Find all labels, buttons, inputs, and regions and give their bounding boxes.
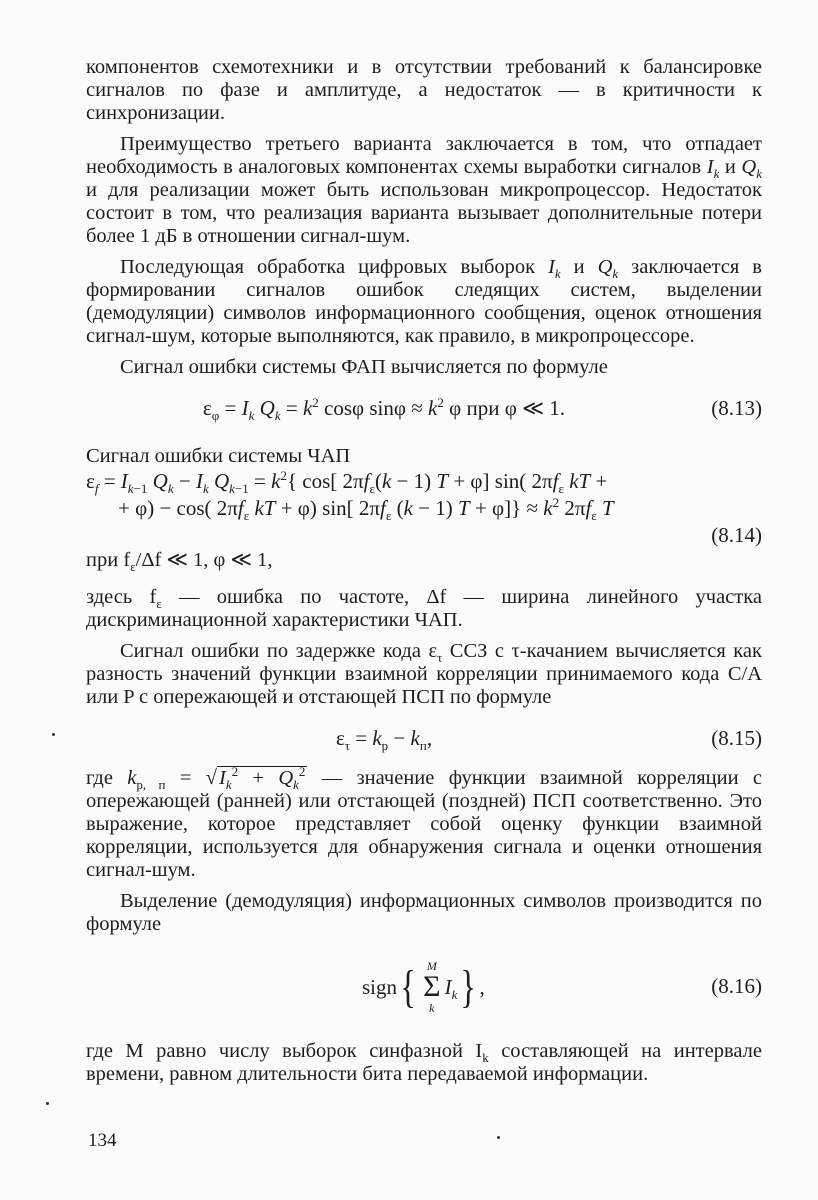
equation-8-15: $\varepsilon_\tau = k_р - k_п$, (8.15) (86, 723, 762, 753)
paragraph-5: Сигнал ошибки системы ЧАП (86, 445, 351, 467)
equation-8-14: $\varepsilon_f = I_{k-1}$ $Q_k - I_k$ $Q_{k-1} = k^2${ cos[ $2\pi f_\varepsilon(k - 1) T + \varphi$] sin( $2\pi f_\varepsilon$ kT + + φ) − cos( $2\pi f_\varepsilon$ kT + φ) sin[ $2\pi f_\varepsilon$ (k − 1) $T + \varphi]\} \approx k^2$ $2\pi f_\varepsilon$ T (8.14) (86, 468, 762, 547)
paragraph-1: компонентов схемотехники и в отсутствии требований к балансировке сигналов по фазе и амплитуде, а недостаток — в критичности к синхронизации. (86, 56, 762, 124)
scan-speck (497, 1136, 500, 1139)
equation-number: (8.14) (711, 523, 762, 547)
paragraph-10: Выделение (демодуляция) информационных символов производится по формуле (86, 890, 762, 935)
scan-speck (46, 1102, 49, 1105)
paragraph-8: Сигнал ошибки по задержке кода $\varepsilon_\tau$ ССЗ с τ-качанием вычисляется как разность значений функции взаимной корреляции принимаемого кода C/A или P с опережающей и отстающей ПСП по формуле (86, 640, 762, 708)
equation-8-16: sign { M Σ k $I_k$ } , (8.16) (362, 959, 762, 1015)
page-body (86, 56, 762, 1086)
page-number: 134 (88, 1130, 117, 1151)
paragraph-9: где $k_{р, п} = √I_k^2 + Q_k^2$ — значение функции взаимной корреляции с опережающей (ранней) или отстающей (поздней) ПСП соответственно. Это выражение, которое представляет собой оценку функции взаимной корреляции, используется для обнаружения сигнала и оценки отношения сигнал-шум. (86, 764, 762, 881)
paragraph-2: Преимущество третьего варианта заключается в том, что отпадает необходимость в аналоговых компонентах схемы выработки сигналов $I_k$ и $Q_k$ и для реализации может быть использован микропроцессор. Недостаток состоит в том, что реализация варианта вызывает дополнительные потери более 1 дБ в отношении сигнал-шум. (86, 133, 763, 247)
paragraph-11: где M равно числу выборок синфазной $I_k$ составляющей на интервале времени, равном длительности бита передаваемой информации. (86, 1040, 762, 1085)
equation-8-13: $\varepsilon_\varphi = I_k$ $Q_k = k^2$ cosφ $\sin\varphi \approx k^2$ φ при φ ≪ 1. (8.13) (202, 395, 762, 424)
equation-number: (8.13) (711, 396, 762, 420)
paragraph-3: Последующая обработка цифровых выборок $I_k$ и $Q_k$ заключается в формировании сигналов ошибок следящих систем, выделении (демодуляции) символов информационного сообщения, оценок отношения сигнал-шум, которые выполняются, как правило, в микропроцессоре. (86, 256, 762, 347)
scan-speck (52, 733, 55, 736)
equation-number: (8.16) (711, 974, 762, 998)
paragraph-7: здесь $f_\varepsilon$ — ошибка по частоте, Δf — ширина линейного участка дискриминационной характеристики ЧАП. (86, 586, 762, 631)
condition-line: при $f_\varepsilon/\Delta f$ ≪ 1, φ ≪ 1, (86, 549, 273, 575)
paragraph-4: Сигнал ошибки системы ФАП вычисляется по формуле (120, 356, 608, 378)
equation-number: (8.15) (711, 726, 762, 750)
